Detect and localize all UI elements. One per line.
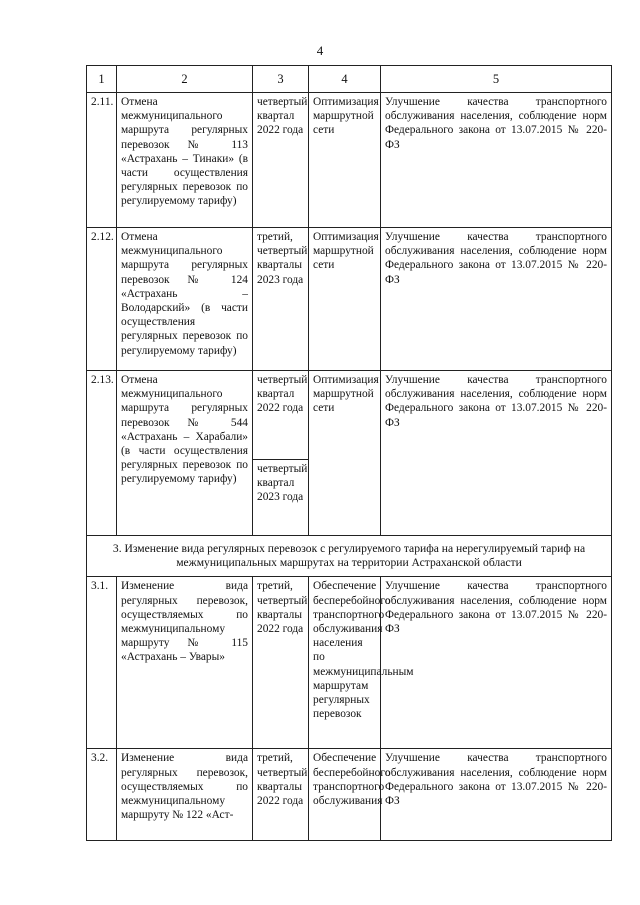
- row-result: Улучшение качества транспортного обслуживания населения, соблюдение норм Федерального закона от 13.07.2015 № 220-ФЗ: [381, 371, 612, 536]
- row-goal: Оптимизация маршрутной сети: [309, 228, 381, 371]
- table-row: [87, 228, 612, 371]
- row-result: Улучшение качества транспортного обслуживания населения, соблюдение норм Федерального закона от 13.07.2015 № 220-ФЗ: [381, 749, 612, 841]
- header-cell: 3: [253, 66, 309, 93]
- row-goal: Оптимизация маршрутной сети: [309, 93, 381, 228]
- section-row: [87, 536, 612, 577]
- row-action: Отмена межмуниципального маршрута регулярных перевозок № 544 «Астрахань – Харабали» (в части осуществления регулярных перевозок по регулируемому тарифу): [117, 371, 253, 536]
- row-result: Улучшение качества транспортного обслуживания населения, соблюдение норм Федерального закона от 13.07.2015 № 220-ФЗ: [381, 228, 612, 371]
- row-term: третий, четвертый кварталы 2022 года: [253, 577, 309, 749]
- row-result: Улучшение качества транспортного обслуживания населения, соблюдение норм Федерального закона от 13.07.2015 № 220-ФЗ: [381, 93, 612, 228]
- table-row: [87, 577, 612, 749]
- header-cell: 5: [381, 66, 612, 93]
- row-goal: Обеспечение бесперебойного транспортного обслуживания населения по межмуниципальным маршрутам регулярных перевозок: [309, 577, 381, 749]
- row-action: Изменение вида регулярных перевозок, осуществляемых по межмуниципальному маршруту № 122 «Аст-: [117, 749, 253, 841]
- table-header-row: [87, 66, 612, 93]
- row-result: Улучшение качества транспортного обслуживания населения, соблюдение норм Федерального закона от 13.07.2015 № 220-ФЗ: [381, 577, 612, 749]
- row-term-cell: [253, 371, 309, 536]
- row-number: 3.2.: [87, 749, 117, 841]
- measures-table: [86, 65, 612, 841]
- row-number: 2.13.: [87, 371, 117, 536]
- row-goal: Оптимизация маршрутной сети: [309, 371, 381, 536]
- page-number: 4: [316, 43, 324, 58]
- row-number: 3.1.: [87, 577, 117, 749]
- section-title: 3. Изменение вида регулярных перевозок с регулируемого тарифа на нерегулируемый тариф на межмуниципальных маршрутах на территории Астраханской области: [87, 536, 612, 577]
- row-term: третий, четвертый кварталы 2022 года: [253, 749, 309, 841]
- row-number: 2.12.: [87, 228, 117, 371]
- header-cell: 4: [309, 66, 381, 93]
- table-row: [87, 371, 612, 536]
- header-cell: 2: [117, 66, 253, 93]
- header-cell: 1: [87, 66, 117, 93]
- row-term: четвертый квартал 2022 года: [253, 93, 309, 228]
- table-row: [87, 93, 612, 228]
- row-action: Отмена межмуниципального маршрута регулярных перевозок № 113 «Астрахань – Тинаки» (в части осуществления регулярных перевозок по регулируемому тарифу): [117, 93, 253, 228]
- row-term: третий, четвертый кварталы 2023 года: [253, 228, 309, 371]
- row-goal: Обеспечение бесперебойного транспортного обслуживания: [309, 749, 381, 841]
- row-term-2: четвертый квартал 2023 года: [253, 459, 308, 505]
- row-number: 2.11.: [87, 93, 117, 228]
- row-action: Изменение вида регулярных перевозок, осуществляемых по межмуниципальному маршруту № 115 «Астрахань – Увары»: [117, 577, 253, 749]
- row-term: четвертый квартал 2022 года: [257, 374, 308, 415]
- row-action: Отмена межмуниципального маршрута регулярных перевозок № 124 «Астрахань – Володарский» (в части осуществления регулярных перевозок по регулируемому тарифу): [117, 228, 253, 371]
- table-row: [87, 749, 612, 841]
